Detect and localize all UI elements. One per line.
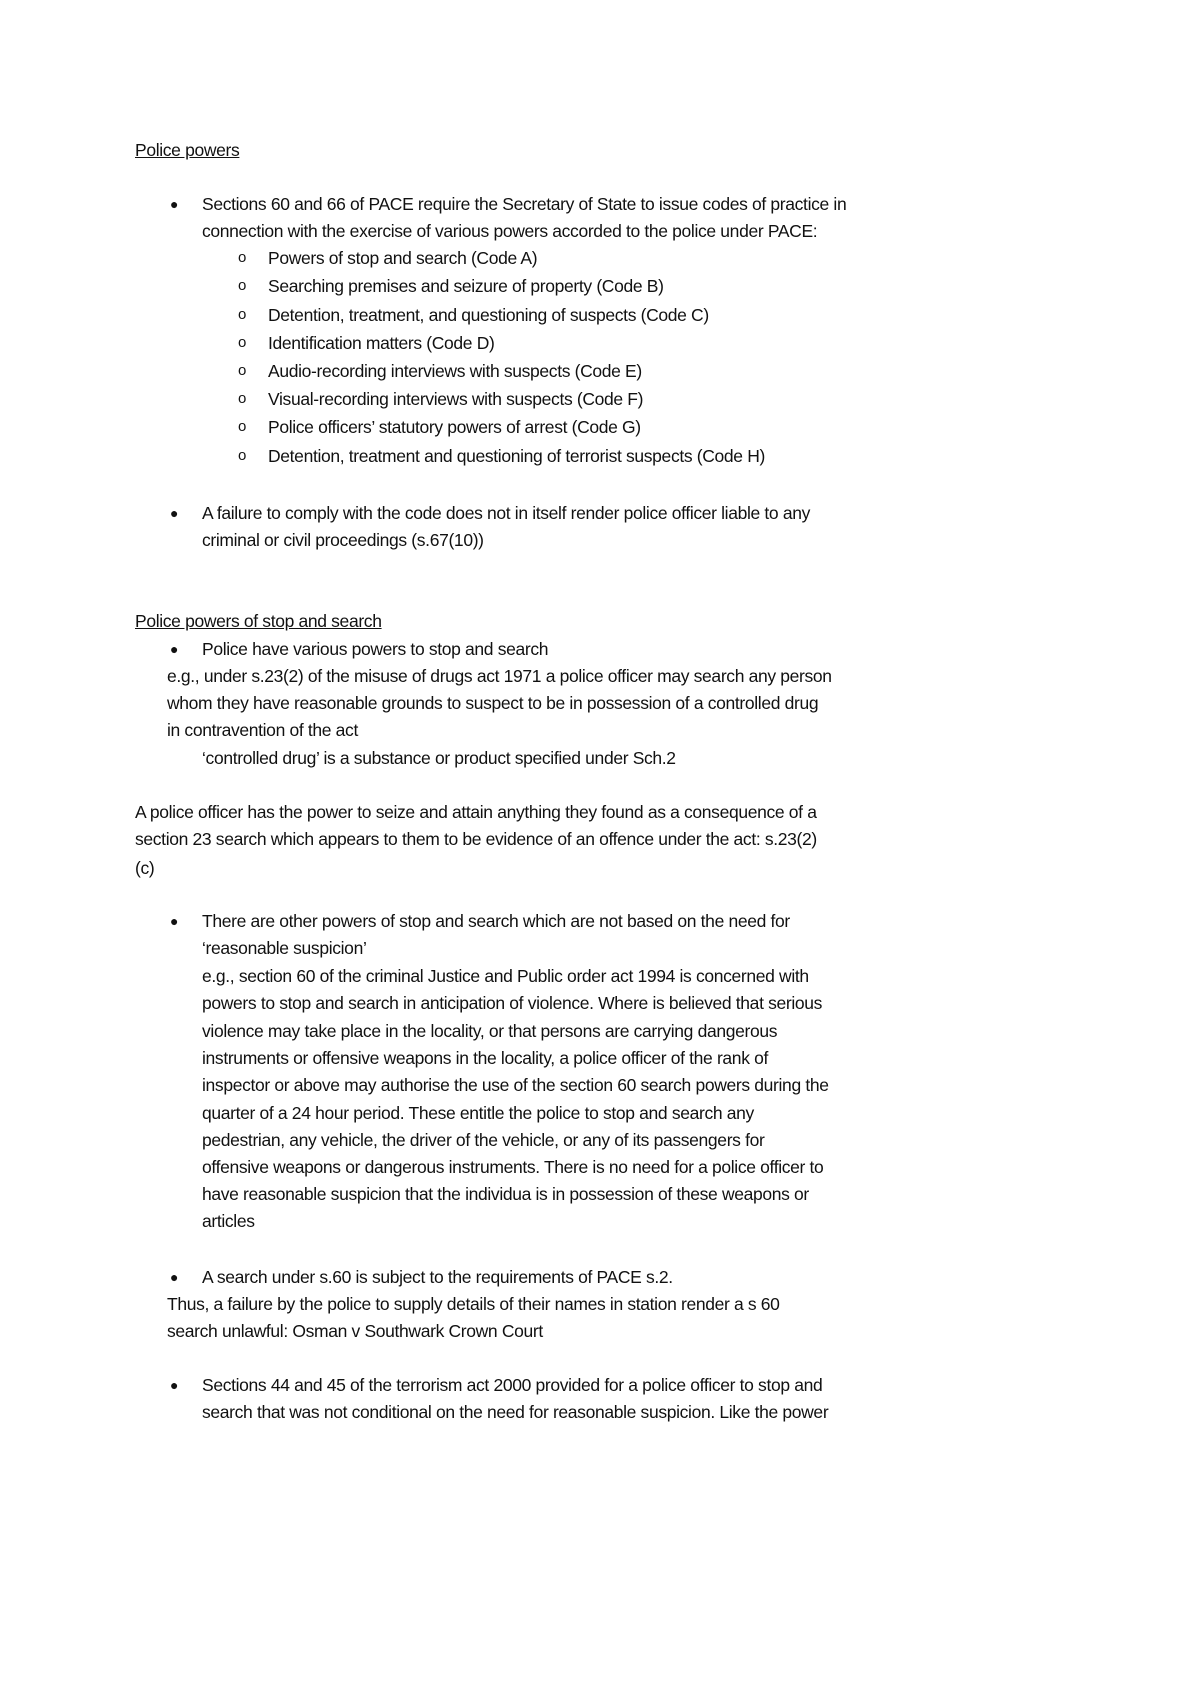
bullet-icon: ● (170, 913, 179, 929)
paragraph-line: powers to stop and search in anticipation of violence. Where is believed that serious (202, 993, 823, 1013)
bullet-icon: ● (170, 1269, 179, 1285)
bullet-icon: ● (170, 641, 179, 657)
paragraph-line: violence may take place in the locality, or that persons are carrying dangerous (202, 1021, 778, 1041)
circle-bullet-icon: o (238, 334, 247, 351)
circle-bullet-icon: o (238, 362, 247, 379)
code-list-item: Detention, treatment, and questioning of suspects (Code C) (268, 305, 709, 325)
code-list-item: Detention, treatment and questioning of terrorist suspects (Code H) (268, 446, 765, 466)
paragraph-line: articles (202, 1211, 255, 1231)
heading-police-powers: Police powers (135, 140, 240, 160)
paragraph-line: quarter of a 24 hour period. These entitle the police to stop and search any (202, 1103, 754, 1123)
paragraph-line: section 23 search which appears to them to be evidence of an offence under the act: s.23(2) (135, 829, 817, 849)
circle-bullet-icon: o (238, 249, 247, 266)
paragraph-line: Sections 44 and 45 of the terrorism act 2000 provided for a police officer to stop and (202, 1375, 823, 1395)
paragraph-line: e.g., under s.23(2) of the misuse of drugs act 1971 a police officer may search any person (167, 666, 832, 686)
code-list-item: Visual-recording interviews with suspects (Code F) (268, 389, 644, 409)
paragraph-line: ‘reasonable suspicion’ (202, 938, 367, 958)
paragraph-line: A search under s.60 is subject to the requirements of PACE s.2. (202, 1267, 673, 1287)
paragraph-line: have reasonable suspicion that the individua is in possession of these weapons or (202, 1184, 809, 1204)
paragraph-line: in contravention of the act (167, 720, 358, 740)
heading-stop-and-search: Police powers of stop and search (135, 611, 382, 631)
paragraph-line: connection with the exercise of various powers accorded to the police under PACE: (202, 221, 818, 241)
paragraph-line: There are other powers of stop and search which are not based on the need for (202, 911, 790, 931)
paragraph-line: search that was not conditional on the need for reasonable suspicion. Like the power (202, 1402, 829, 1422)
bullet-icon: ● (170, 505, 179, 521)
paragraph-line: inspector or above may authorise the use of the section 60 search powers during the (202, 1075, 829, 1095)
code-list-item: Audio-recording interviews with suspects (Code E) (268, 361, 642, 381)
paragraph-line: Police have various powers to stop and search (202, 639, 549, 659)
paragraph-line: pedestrian, any vehicle, the driver of the vehicle, or any of its passengers for (202, 1130, 765, 1150)
paragraph-line: Thus, a failure by the police to supply details of their names in station render a s 60 (167, 1294, 780, 1314)
circle-bullet-icon: o (238, 418, 247, 435)
circle-bullet-icon: o (238, 390, 247, 407)
paragraph-line: e.g., section 60 of the criminal Justice and Public order act 1994 is concerned with (202, 966, 809, 986)
paragraph-line: whom they have reasonable grounds to suspect to be in possession of a controlled drug (167, 693, 819, 713)
paragraph-line: Sections 60 and 66 of PACE require the Secretary of State to issue codes of practice in (202, 194, 847, 214)
paragraph-line: instruments or offensive weapons in the locality, a police officer of the rank of (202, 1048, 769, 1068)
code-list-item: Police officers’ statutory powers of arrest (Code G) (268, 417, 641, 437)
code-list-item: Powers of stop and search (Code A) (268, 248, 538, 268)
code-list-item: Searching premises and seizure of property (Code B) (268, 276, 664, 296)
circle-bullet-icon: o (238, 277, 247, 294)
bullet-icon: ● (170, 196, 179, 212)
paragraph-line: A failure to comply with the code does not in itself render police officer liable to any (202, 503, 810, 523)
paragraph-line: A police officer has the power to seize and attain anything they found as a consequence of a (135, 802, 817, 822)
paragraph-line: ‘controlled drug’ is a substance or product specified under Sch.2 (202, 748, 676, 768)
paragraph-line: criminal or civil proceedings (s.67(10)) (202, 530, 484, 550)
code-list-item: Identification matters (Code D) (268, 333, 495, 353)
circle-bullet-icon: o (238, 306, 247, 323)
paragraph-line: search unlawful: Osman v Southwark Crown Court (167, 1321, 543, 1341)
paragraph-line: (c) (135, 858, 155, 878)
circle-bullet-icon: o (238, 447, 247, 464)
bullet-icon: ● (170, 1377, 179, 1393)
paragraph-line: offensive weapons or dangerous instruments. There is no need for a police officer to (202, 1157, 824, 1177)
